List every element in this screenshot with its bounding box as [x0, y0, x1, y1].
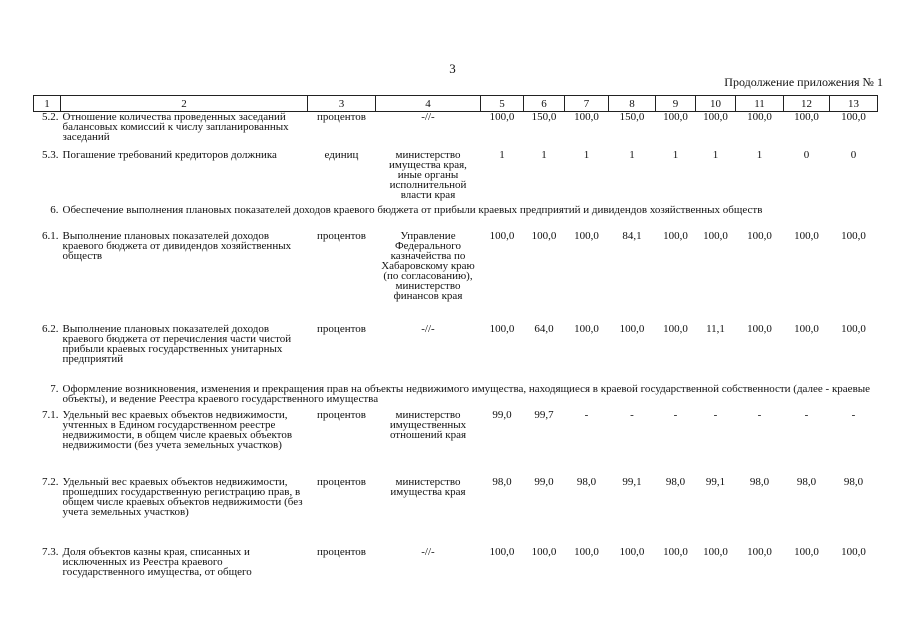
value-cell: 1 [672, 148, 679, 161]
value-cell: 100,0 [794, 545, 819, 558]
value-cell: 100,0 [794, 111, 819, 123]
table-row [34, 231, 878, 324]
column-header: 4 [376, 96, 481, 112]
table-row [34, 547, 878, 587]
table-row [34, 477, 878, 547]
indicators-table [33, 95, 878, 587]
value-cell: 84,1 [622, 229, 642, 242]
row-number: 5.3. [42, 148, 59, 161]
column-header: 2 [61, 96, 308, 112]
indicator-name: Выполнение плановых показателей доходов краевого бюджета от дивидендов хозяйственных обществ [62, 229, 292, 262]
value-cell: 99,0 [534, 475, 554, 488]
value-cell: 100,0 [841, 111, 866, 123]
column-header: 11 [736, 96, 784, 112]
table-row [34, 324, 878, 384]
executor-cell: министерство имущественных отношений края [389, 408, 467, 441]
unit-cell: процентов [317, 545, 366, 558]
unit-cell: процентов [317, 408, 366, 421]
unit-cell: единиц [324, 148, 359, 161]
value-cell: 100,0 [841, 229, 866, 242]
table-row [34, 112, 878, 150]
table-header-row [34, 96, 878, 112]
value-cell: 100,0 [794, 229, 819, 242]
row-number: 7.1. [42, 408, 59, 421]
value-cell: 100,0 [703, 545, 728, 558]
column-header: 10 [696, 96, 736, 112]
row-number: 7.2. [42, 475, 59, 488]
value-cell: 1 [583, 148, 590, 161]
indicator-name: Выполнение плановых показателей доходов краевого бюджета от перечисления части чистой прибыли краевых государственных унитарных предприятий [62, 322, 292, 365]
value-cell: 150,0 [531, 111, 557, 123]
value-cell: 100,0 [663, 229, 688, 242]
value-cell: - [584, 408, 589, 421]
value-cell: 100,0 [619, 545, 645, 558]
value-cell: - [804, 408, 809, 421]
value-cell: 100,0 [574, 322, 599, 335]
column-header: 7 [565, 96, 609, 112]
indicator-name: Удельный вес краевых объектов недвижимости, учтенных в Едином государственном реестре недвижимости, в общем числе краевых объектов недвижимости (без учета земельных участков) [62, 408, 293, 451]
indicator-name: Погашение требований кредиторов должника [62, 148, 277, 161]
value-cell: 100,0 [531, 229, 557, 242]
value-cell: 100,0 [663, 322, 688, 335]
value-cell: - [630, 408, 634, 421]
value-cell: 100,0 [747, 322, 772, 335]
value-cell: 100,0 [703, 229, 728, 242]
row-number: 7. [50, 382, 59, 395]
executor-cell: -//- [421, 111, 435, 123]
column-header: 12 [784, 96, 830, 112]
value-cell: 1 [629, 148, 635, 161]
value-cell: 1 [541, 148, 547, 161]
value-cell: 98,0 [576, 475, 597, 488]
value-cell: 100,0 [489, 545, 515, 558]
section-title: Оформление возникновения, изменения и прекращения прав на объекты недвижимого имущества, находящиеся в краевой государственной собственности (далее - краевые объекты), и ведение Реестра краевого государственного имущества [62, 382, 871, 405]
executor-cell: министерство имущества края, иные органы исполнительной власти края [389, 148, 467, 201]
executor-cell: -//- [421, 322, 435, 335]
value-cell: 1 [712, 148, 719, 161]
indicator-name: Отношение количества проведенных заседаний балансовых комиссий к числу запланированных заседаний [62, 111, 289, 143]
value-cell: 98,0 [749, 475, 770, 488]
executor-cell: министерство имущества края [390, 475, 466, 498]
value-cell: 100,0 [574, 545, 599, 558]
value-cell: 150,0 [619, 111, 645, 123]
value-cell: - [757, 408, 762, 421]
unit-cell: процентов [317, 229, 366, 242]
page-number: 3 [449, 61, 456, 76]
value-cell: 100,0 [747, 229, 772, 242]
value-cell: 98,0 [796, 475, 817, 488]
value-cell: 98,0 [492, 475, 512, 488]
unit-cell: процентов [317, 111, 366, 123]
column-header: 5 [481, 96, 524, 112]
value-cell: - [713, 408, 718, 421]
value-cell: 98,0 [665, 475, 686, 488]
unit-cell: процентов [317, 322, 366, 335]
row-number: 6. [50, 203, 59, 216]
value-cell: 98,0 [843, 475, 864, 488]
column-header: 1 [34, 96, 61, 112]
value-cell: 100,0 [794, 322, 819, 335]
table-row [34, 150, 878, 205]
value-cell: 100,0 [574, 229, 599, 242]
value-cell: 1 [499, 148, 505, 161]
value-cell: 100,0 [489, 111, 515, 123]
value-cell: 100,0 [531, 545, 557, 558]
value-cell: 100,0 [489, 322, 515, 335]
table-row [34, 410, 878, 477]
value-cell: 0 [803, 148, 810, 161]
value-cell: 100,0 [489, 229, 515, 242]
value-cell: 100,0 [841, 322, 866, 335]
indicator-name: Удельный вес краевых объектов недвижимости, прошедших государственную регистрацию прав, в общем числе краевых объектов недвижимости (без учета земельных участков) [62, 475, 303, 518]
value-cell: 1 [756, 148, 763, 161]
value-cell: 100,0 [747, 545, 772, 558]
section-row [34, 205, 878, 231]
row-number: 5.2. [42, 111, 59, 123]
column-header: 3 [308, 96, 376, 112]
unit-cell: процентов [317, 475, 366, 488]
value-cell: 100,0 [747, 111, 772, 123]
column-header: 13 [830, 96, 878, 112]
value-cell: 100,0 [619, 322, 645, 335]
continuation-label: Продолжение приложения № 1 [724, 75, 883, 89]
row-number: 7.3. [42, 545, 59, 558]
value-cell: 100,0 [703, 111, 728, 123]
value-cell: 11,1 [706, 322, 725, 335]
executor-cell: -//- [421, 545, 435, 558]
value-cell: 100,0 [663, 111, 688, 123]
column-header: 6 [524, 96, 565, 112]
section-title: Обеспечение выполнения плановых показателей доходов краевого бюджета от прибыли краевых предприятий и дивидендов хозяйственных обществ [62, 203, 763, 216]
value-cell: 99,7 [534, 408, 554, 421]
value-cell: 64,0 [534, 322, 554, 335]
value-cell: 0 [850, 148, 857, 161]
value-cell: 99,1 [622, 475, 642, 488]
value-cell: - [851, 408, 856, 421]
executor-cell: Управление Федерального казначейства по Хабаровскому краю (по согласованию), министерство финансов края [381, 229, 475, 302]
value-cell: 99,0 [492, 408, 512, 421]
value-cell: - [673, 408, 678, 421]
row-number: 6.1. [42, 229, 59, 242]
value-cell: 100,0 [663, 545, 688, 558]
column-header: 8 [609, 96, 656, 112]
value-cell: 100,0 [841, 545, 866, 558]
section-row [34, 384, 878, 410]
value-cell: 99,1 [705, 475, 726, 488]
value-cell: 100,0 [574, 111, 599, 123]
column-header: 9 [656, 96, 696, 112]
row-number: 6.2. [42, 322, 59, 335]
indicator-name: Доля объектов казны края, списанных и исключенных из Реестра краевого государственного имущества, от общего [62, 545, 252, 578]
